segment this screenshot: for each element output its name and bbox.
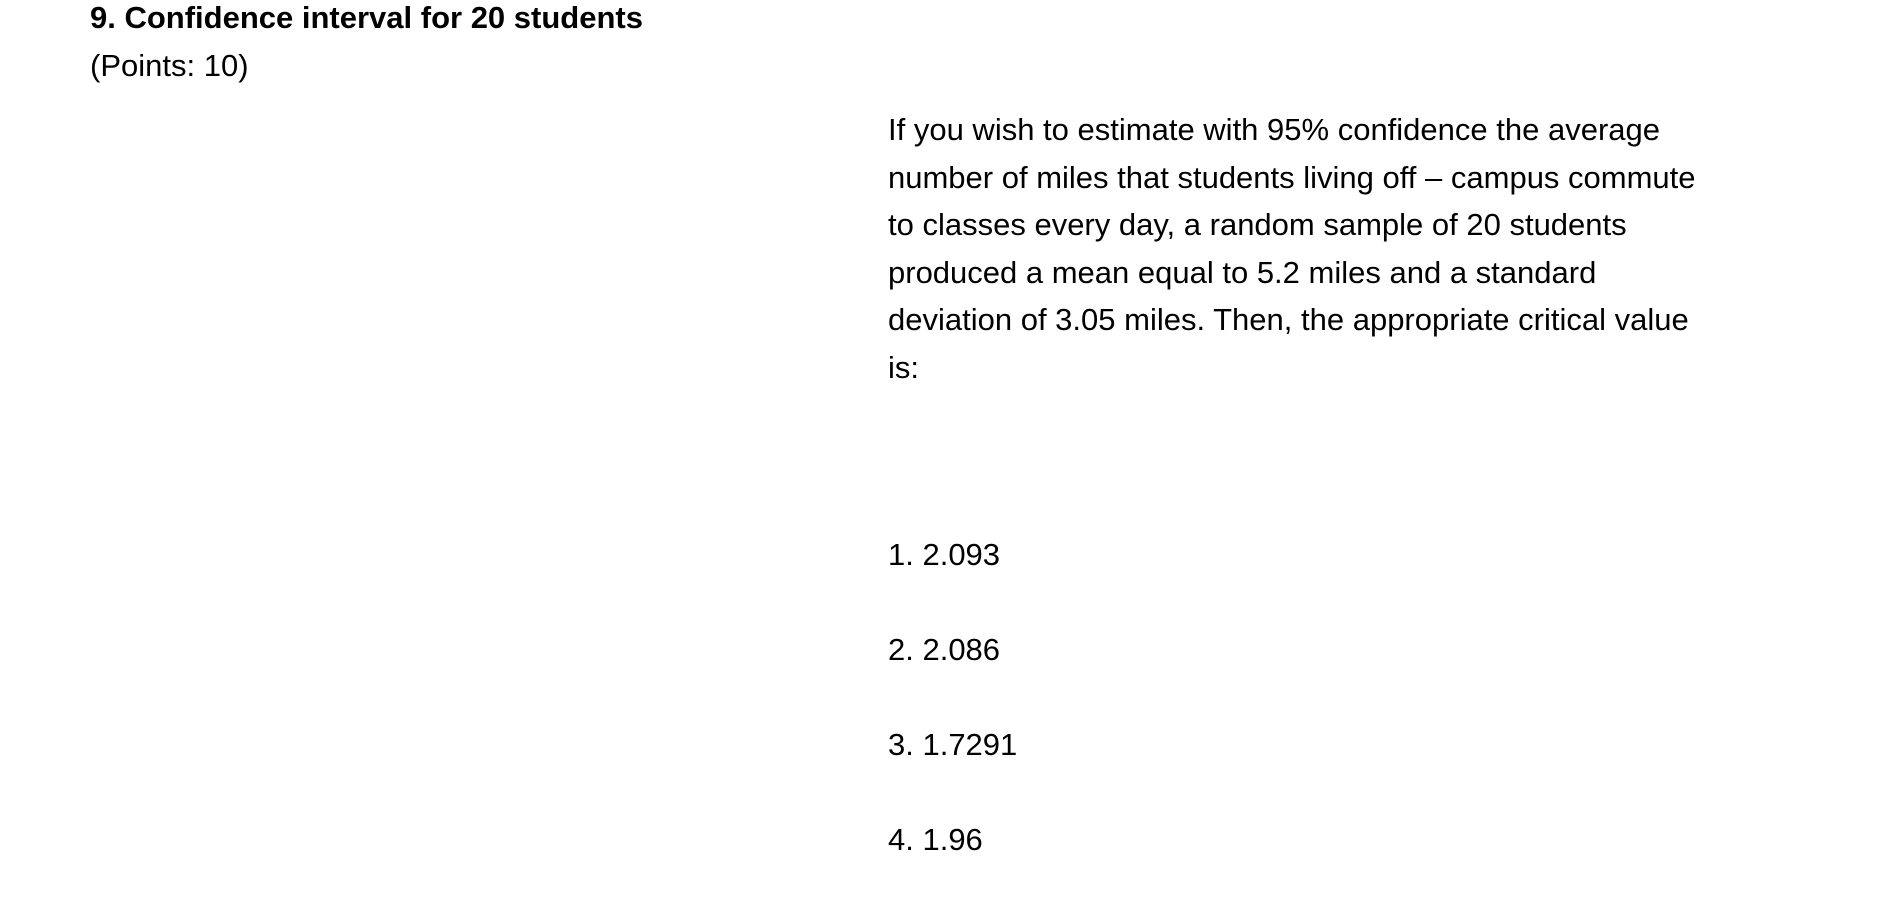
- answer-option-1[interactable]: 1. 2.093: [888, 537, 1001, 572]
- question-points: (Points: 10): [90, 48, 249, 83]
- question-header: [90, 0, 890, 84]
- question-title: 9. Confidence interval for 20 students: [90, 0, 643, 35]
- answer-option-2[interactable]: 2. 2.086: [888, 632, 1001, 667]
- answer-option-4[interactable]: 4. 1.96: [888, 822, 983, 857]
- answer-option-3[interactable]: 3. 1.7291: [888, 727, 1018, 762]
- answer-options: [888, 537, 1488, 917]
- question-prompt: If you wish to estimate with 95% confidence the average number of miles that students living off – campus commute to classes every day, a random sample of 20 students produced a mean equal to 5.2 miles and a standard deviation of 3.05 miles. Then, the appropriate critical value is:: [888, 112, 1696, 385]
- question-body: [888, 106, 1708, 391]
